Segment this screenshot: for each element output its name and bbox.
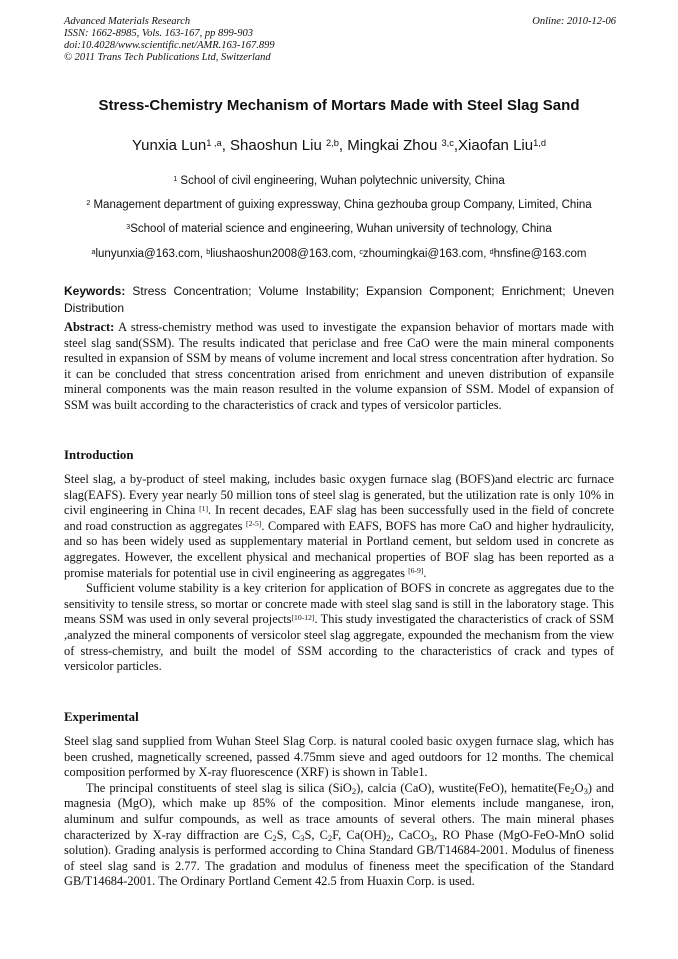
email-sup: a (91, 247, 96, 256)
text-run: ) and magnesia (MgO), which make up 85% of the composition. Minor elements include manganese, iron, aluminum and sulfur compounds, as well as trace amounts of several others. The main mineral phases characterized by X-ray diffraction are C (64, 780, 614, 842)
paragraph (64, 581, 614, 675)
text-run: Steel slag, a by-product of steel making, includes basic oxygen furnace slag (BOFS)and electric arc furnace slag(EAFS). Every year nearly 50 million tons of steel slag is generated, but the utilization rate is only 10% in civil engineering in China (64, 472, 614, 518)
introduction-body (64, 472, 614, 675)
author-name: ,Xiaofan Liu (453, 137, 534, 154)
text-run: , CaCO (390, 827, 430, 842)
affiliation-3 (40, 223, 638, 235)
email-link: liushaoshun2008@163.com, (210, 248, 360, 260)
affiliation-2 (40, 199, 638, 211)
text-run: ), calcia (CaO), wustite(FeO), hematite(Fe (356, 780, 571, 795)
text-run: Sufficient volume stability is a key criterion for application of BOFS in concrete as aggregates due to the sensitivity to tensile stress, so mortar or concrete made with steel slag sand is still in the laboratory stage. This means SSM was used in only several projects (64, 581, 614, 627)
section-heading-introduction: Introduction (64, 448, 134, 462)
text-run: S, C (304, 827, 328, 842)
aff-sup: 3 (126, 222, 131, 231)
author-sup: 2,b (325, 137, 339, 148)
paragraph: Steel slag sand supplied from Wuhan Steel Slag Corp. is natural cooled basic oxygen furnace slag, which has been crushed, magnetically screened, passed 4.75mm sieve and aged outdoors for 12 months. The chemical composition performed by X-ray fluorescence (XRF) is shown in Table1. (64, 734, 614, 780)
text-run: , RO Phase (MgO-FeO-MnO solid solution). Grading analysis is performed according to China Standard GB/T14684-2001. Modulus of fineness of steel slag sand is 2.77. The gradation and modulus of fineness meet the specification of the Standard GB/T14684-2001. The Ordinary Portland Cement 42.5 from Huaxin Corp. is used. (64, 827, 614, 889)
keywords (64, 283, 614, 317)
affiliation-1 (40, 175, 638, 187)
email-sup: c (359, 247, 363, 256)
subscript: 2 (272, 832, 277, 843)
aff-sup: 1 (173, 174, 178, 183)
text-run: F, Ca(OH) (332, 827, 387, 842)
author-sup: 1,d (533, 137, 547, 148)
email-sup: d (489, 247, 494, 256)
keywords-text: Stress Concentration; Volume Instability; Expansion Component; Enrichment; Uneven Distribution (64, 284, 614, 315)
text-run: . Compared with EAFS, BOFS has more CaO and higher hydraulicity, and so has been widely used as supplementary material in Portland cement, but seldom used in concrete as aggregates. However, the excellent physical and mechanical properties of BOF slag has been reported as a promise materials for potential use in civil engineering as aggregates (64, 518, 614, 580)
email-line (40, 248, 638, 260)
section-heading-experimental: Experimental (64, 710, 139, 724)
keywords-label: Keywords: (64, 284, 126, 298)
experimental-body (64, 734, 614, 890)
subscript: 3 (429, 832, 435, 843)
paragraph (64, 472, 614, 581)
author-sup: 1 ,a (206, 137, 222, 148)
subscript: 3 (300, 832, 305, 843)
journal-header (64, 16, 616, 64)
text-run: . This study investigated the characteristics of crack of SSM ,analyzed the mineral components of versicolor steel slag aggregate, expounded the mechanism from the view of stress-chemistry, and built the model of SSM according to the characteristics of crack and types of versicolor particles. (64, 612, 615, 674)
subscript: 3 (583, 785, 588, 796)
text-run: . (423, 565, 427, 580)
email-link: zhoumingkai@163.com, (362, 248, 490, 260)
doi-line: doi:10.4028/www.scientific.net/AMR.163-167.899 (64, 40, 275, 51)
text-run: The principal constituents of steel slag is silica (SiO (86, 780, 352, 795)
subscript: 2 (570, 785, 575, 796)
online-date: Online: 2010-12-06 (532, 16, 616, 27)
issn-line: ISSN: 1662-8985, Vols. 163-167, pp 899-903 (64, 28, 253, 39)
citation: [2-5] (246, 519, 262, 529)
journal-name: Advanced Materials Research (64, 16, 191, 27)
aff-text: Management department of guixing expressway, China gezhouba group Company, Limited, China (90, 199, 592, 211)
aff-sup: 2 (86, 198, 91, 207)
email-sup: b (206, 247, 211, 256)
email-link: hnsfine@163.com (493, 248, 587, 260)
paragraph (64, 781, 614, 890)
author-sup: 3,c (441, 137, 454, 148)
text-run: S, C (276, 827, 301, 842)
subscript: 2 (386, 832, 391, 843)
subscript: 2 (327, 832, 333, 843)
email-link: lunyunxia@163.com, (95, 248, 207, 260)
author-name: , Mingkai Zhou (338, 137, 442, 154)
abstract-label: Abstract: (64, 320, 115, 334)
text-run: . In recent decades, EAF slag has been successfully used in the field of concrete and road construction as aggregates (64, 503, 614, 533)
author-name: , Shaoshun Liu (221, 137, 326, 154)
author-name: Yunxia Lun (131, 137, 207, 154)
citation: [1] (199, 503, 209, 513)
abstract-text: A stress-chemistry method was used to investigate the expansion behavior of mortars made with steel slag sand(SSM). The results indicated that periclase and free CaO were the main mineral components resulted in expansion of SSM by means of volume increment and local stress concentration after hydration. So it can be concluded that stress concentration arised from enrichment and uneven distribution of expansile mineral components was the main reason resulted in the volume expansion of SSM. Model of expansion of SSM was built according to the characteristics of crack and types of versicolor particles. (64, 320, 614, 412)
aff-text: School of civil engineering, Wuhan polytechnic university, China (177, 175, 505, 187)
copyright-line: © 2011 Trans Tech Publications Ltd, Switzerland (64, 52, 271, 63)
citation: [6-9] (408, 566, 424, 576)
citation: [10-12] (291, 612, 315, 622)
subscript: 2 (351, 785, 357, 796)
abstract (64, 320, 614, 414)
aff-text: School of material science and engineering, Wuhan university of technology, China (130, 223, 552, 235)
paper-title: Stress-Chemistry Mechanism of Mortars Made with Steel Slag Sand (98, 97, 580, 114)
author-list (40, 137, 638, 154)
text-run: O (574, 780, 584, 795)
